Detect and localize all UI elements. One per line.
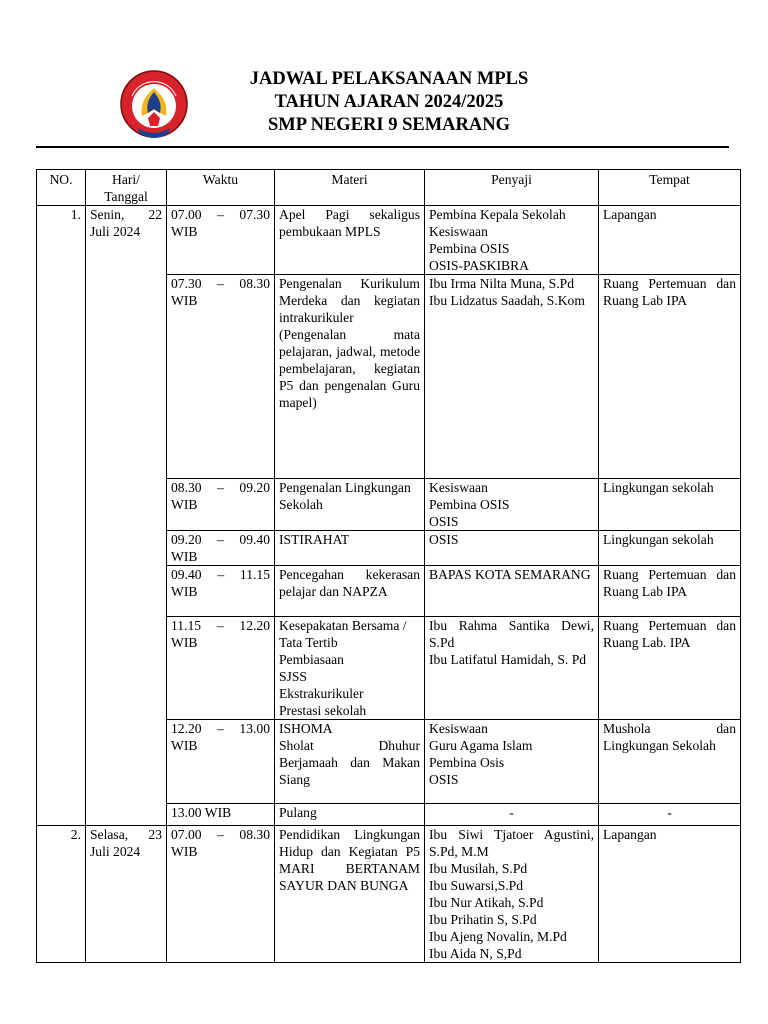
session-place: Ruang Pertemuan dan Ruang Lab IPA xyxy=(599,566,741,617)
session-presenter: Kesiswaan Guru Agama Islam Pembina Osis OSIS xyxy=(425,720,599,804)
session-presenter: Kesiswaan Pembina OSIS OSIS xyxy=(425,479,599,531)
session-presenter: - xyxy=(425,804,599,826)
session-presenter: BAPAS KOTA SEMARANG xyxy=(425,566,599,617)
title-line-2: TAHUN AJARAN 2024/2025 xyxy=(274,92,504,112)
schedule-table xyxy=(36,169,741,963)
session-material: Pengenalan Kurikulum Merdeka dan kegiatan intrakurikuler (Pengenalan mata pelajaran, jadwal, metode pembelajaran, kegiatan P5 dan pengenalan Guru mapel) xyxy=(275,275,425,479)
session-time: 12.20 – 13.00 WIB xyxy=(167,720,275,804)
title-line-1: JADWAL PELAKSANAAN MPLS xyxy=(249,69,529,89)
session-time: 09.20 – 09.40 WIB xyxy=(167,531,275,566)
session-place: Lingkungan sekolah xyxy=(599,531,741,566)
session-material: ISTIRAHAT xyxy=(275,531,425,566)
session-place: - xyxy=(599,804,741,826)
session-place: Mushola dan Lingkungan Sekolah xyxy=(599,720,741,804)
session-time: 13.00 WIB xyxy=(167,804,275,826)
header-divider xyxy=(36,146,729,148)
session-place: Ruang Pertemuan dan Ruang Lab. IPA xyxy=(599,617,741,720)
session-presenter: Ibu Rahma Santika Dewi, S.Pd Ibu Latifatul Hamidah, S. Pd xyxy=(425,617,599,720)
header-material: Materi xyxy=(275,170,425,206)
document-title xyxy=(190,68,588,137)
session-time: 08.30 – 09.20 WIB xyxy=(167,479,275,531)
session-place: Ruang Pertemuan dan Ruang Lab IPA xyxy=(599,275,741,479)
header-time: Waktu xyxy=(167,170,275,206)
session-place: Lapangan xyxy=(599,826,741,963)
day-number: 2. xyxy=(37,826,86,963)
session-presenter: Ibu Irma Nilta Muna, S.Pd Ibu Lidzatus Saadah, S.Kom xyxy=(425,275,599,479)
school-emblem-logo xyxy=(118,68,190,146)
session-place: Lingkungan sekolah xyxy=(599,479,741,531)
header-no: NO. xyxy=(37,170,86,206)
session-material: Kesepakatan Bersama / Tata Tertib Pembiasaan SJSS Ekstrakurikuler Prestasi sekolah xyxy=(275,617,425,720)
table-row xyxy=(37,826,741,963)
session-time: 11.15 – 12.20 WIB xyxy=(167,617,275,720)
session-time: 09.40 – 11.15 WIB xyxy=(167,566,275,617)
table-header-row xyxy=(37,170,741,206)
session-material: Pengenalan Lingkungan Sekolah xyxy=(275,479,425,531)
session-presenter: OSIS xyxy=(425,531,599,566)
session-place: Lapangan xyxy=(599,206,741,275)
day-date: Senin, 22 Juli 2024 xyxy=(86,206,167,826)
day-number: 1. xyxy=(37,206,86,826)
session-material: Apel Pagi sekaligus pembukaan MPLS xyxy=(275,206,425,275)
document-header xyxy=(0,0,768,150)
session-time: 07.00 – 07.30 WIB xyxy=(167,206,275,275)
session-presenter: Ibu Siwi Tjatoer Agustini, S.Pd, M.M Ibu Musilah, S.Pd Ibu Suwarsi,S.Pd Ibu Nur Atikah, S.Pd Ibu Prihatin S, S.Pd Ibu Ajeng Novalin, M.Pd Ibu Aida N, S,Pd xyxy=(425,826,599,963)
session-material: Pulang xyxy=(275,804,425,826)
session-time: 07.00 – 08.30 WIB xyxy=(167,826,275,963)
session-presenter: Pembina Kepala Sekolah Kesiswaan Pembina OSIS OSIS-PASKIBRA xyxy=(425,206,599,275)
header-place: Tempat xyxy=(599,170,741,206)
session-material: ISHOMA Sholat Dhuhur Berjamaah dan Makan Siang xyxy=(275,720,425,804)
table-row xyxy=(37,206,741,275)
session-material: Pendidikan Lingkungan Hidup dan Kegiatan P5 MARI BERTANAM SAYUR DAN BUNGA xyxy=(275,826,425,963)
title-line-3: SMP NEGERI 9 SEMARANG xyxy=(267,115,511,135)
day-date: Selasa, 23 Juli 2024 xyxy=(86,826,167,963)
session-material: Pencegahan kekerasan pelajar dan NAPZA xyxy=(275,566,425,617)
header-presenter: Penyaji xyxy=(425,170,599,206)
session-time: 07.30 – 08.30 WIB xyxy=(167,275,275,479)
header-day: Hari/ Tanggal xyxy=(86,170,167,206)
